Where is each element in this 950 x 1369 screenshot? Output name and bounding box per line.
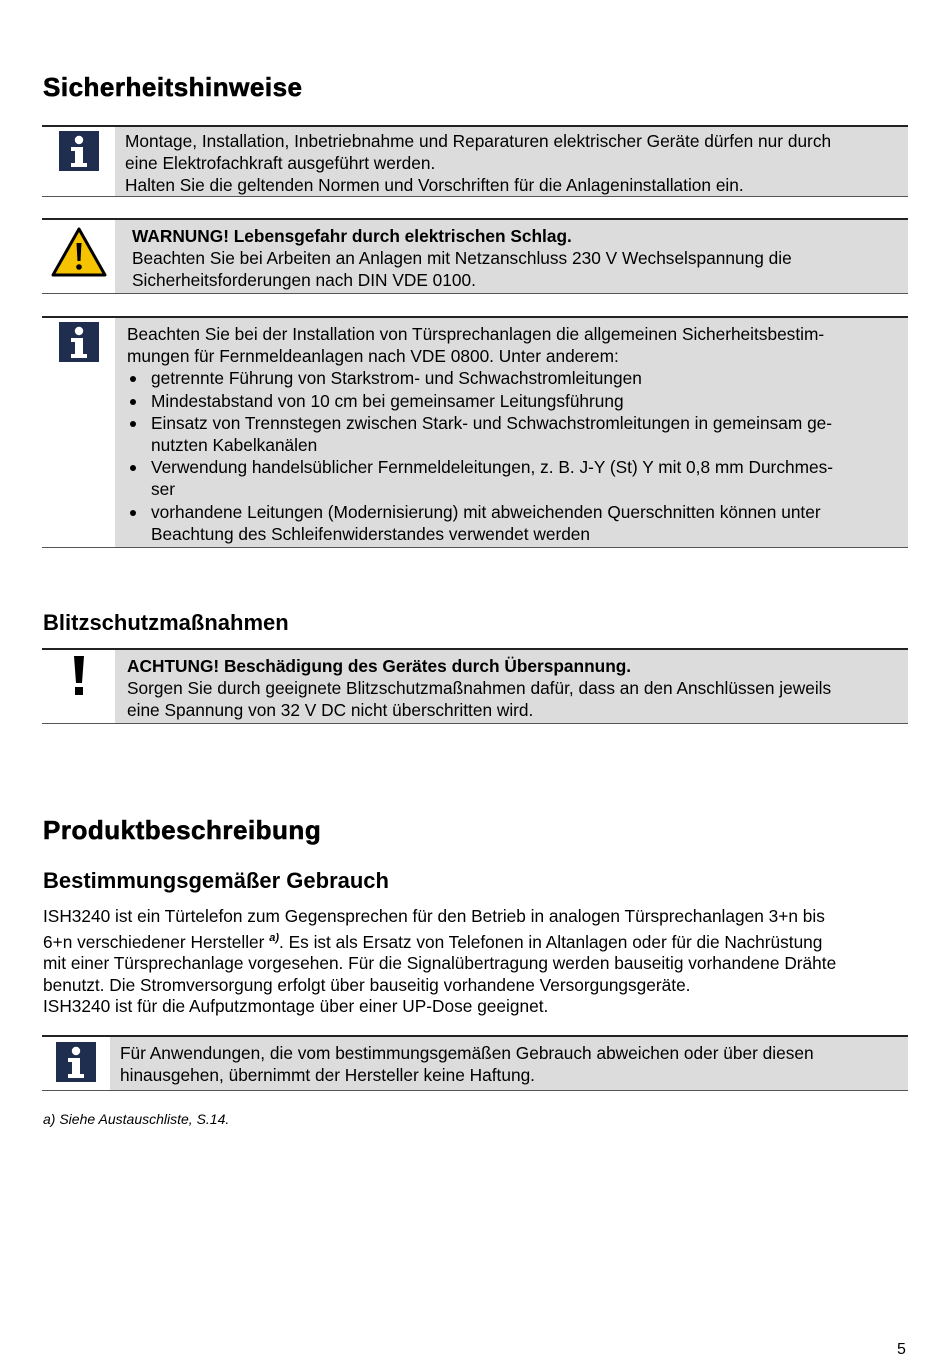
- info-icon-svg: [59, 322, 99, 362]
- page-number: 5: [897, 1341, 906, 1358]
- info-note-liability: [42, 1035, 908, 1091]
- footnote-marker: a): [269, 931, 279, 944]
- caution-heading: ACHTUNG! Beschädigung des Gerätes durch Überspannung.: [127, 656, 632, 676]
- subsection-title-gebrauch: Bestimmungsgemäßer Gebrauch: [43, 868, 389, 893]
- note-text: Beachten Sie bei der Installation von Türsprechanlagen die allgemeinen Sicherheitsbestim-: [127, 324, 825, 344]
- bullet-list: [127, 367, 898, 545]
- list-item: Mindestabstand von 10 cm bei gemeinsamer Leitungsführung: [127, 390, 898, 412]
- list-item: getrennte Führung von Starkstrom- und Schwachstromleitungen: [127, 367, 898, 389]
- product-description-paragraph: ISH3240 ist ein Türtelefon zum Gegensprechen für den Betrieb in analogen Türsprechanlagen 3+n bis 6+n verschiedener Hersteller $^{a)}$. Es ist als Ersatz von Telefonen in Altanlagen oder für die Nachrüstung mit einer Türsprechanlage vorgesehen. Für die Signalübertragung werden bauseitig vorhandene Drähte benutzt. Die Stromversorgung erfolgt über bauseitig vorhandene Versorgungsgeräte. ISH3240 ist für die Aufputzmontage über einer UP-Dose geeignet.: [43, 906, 837, 1017]
- warning-triangle-icon: [42, 226, 115, 278]
- caution-note-overvoltage: [42, 648, 908, 724]
- info-icon: [42, 1042, 110, 1082]
- warning-heading: WARNUNG! Lebensgefahr durch elektrischen Schlag.: [132, 226, 572, 246]
- warning-triangle-svg: [50, 226, 108, 278]
- warning-text: Beachten Sie bei Arbeiten an Anlagen mit Netzanschluss 230 V Wechselspannung die: [132, 248, 792, 268]
- info-note-vde0800: [42, 316, 908, 548]
- caution-text: Sorgen Sie durch geeignete Blitzschutzmaßnahmen dafür, dass an den Anschlüssen jeweils: [127, 678, 832, 698]
- footnote: a) Siehe Austauschliste, S.14.: [43, 1111, 230, 1127]
- note-text: hinausgehen, übernimmt der Hersteller keine Haftung.: [120, 1065, 535, 1085]
- info-icon-svg: [59, 131, 99, 171]
- warning-note-electric: [42, 218, 908, 294]
- note-text: Für Anwendungen, die vom bestimmungsgemäßen Gebrauch abweichen oder über diesen: [120, 1043, 814, 1063]
- warning-text: Sicherheitsforderungen nach DIN VDE 0100.: [132, 270, 476, 290]
- section-title-sicherheitshinweise: Sicherheitshinweise: [43, 72, 303, 102]
- caution-text: eine Spannung von 32 V DC nicht überschritten wird.: [127, 700, 534, 720]
- note-text: mungen für Fernmeldeanlagen nach VDE 0800. Unter anderem:: [127, 346, 619, 367]
- note-text: eine Elektrofachkraft ausgeführt werden.: [125, 153, 436, 173]
- exclamation-svg: [72, 656, 86, 696]
- list-item: Verwendung handelsüblicher Fernmeldeleitungen, z. B. J-Y (St) Y mit 0,8 mm Durchmes- ser: [127, 456, 898, 500]
- info-icon: [42, 131, 115, 171]
- info-icon-svg: [56, 1042, 96, 1082]
- section-title-produktbeschreibung: Produktbeschreibung: [43, 815, 322, 845]
- list-item: vorhandene Leitungen (Modernisierung) mit abweichenden Querschnitten können unter Beachtung des Schleifenwiderstandes verwendet werden: [127, 501, 898, 545]
- info-note-installation: [42, 125, 908, 197]
- exclamation-icon: [42, 656, 115, 696]
- section-title-blitzschutz: Blitzschutzmaßnahmen: [43, 610, 289, 635]
- note-text: Montage, Installation, Inbetriebnahme und Reparaturen elektrischer Geräte dürfen nur durch: [125, 131, 832, 151]
- info-icon: [42, 322, 115, 362]
- note-text: Halten Sie die geltenden Normen und Vorschriften für die Anlageninstallation ein.: [125, 175, 744, 195]
- list-item: Einsatz von Trennstegen zwischen Stark- und Schwachstromleitungen in gemeinsam ge- nutzten Kabelkanälen: [127, 412, 898, 456]
